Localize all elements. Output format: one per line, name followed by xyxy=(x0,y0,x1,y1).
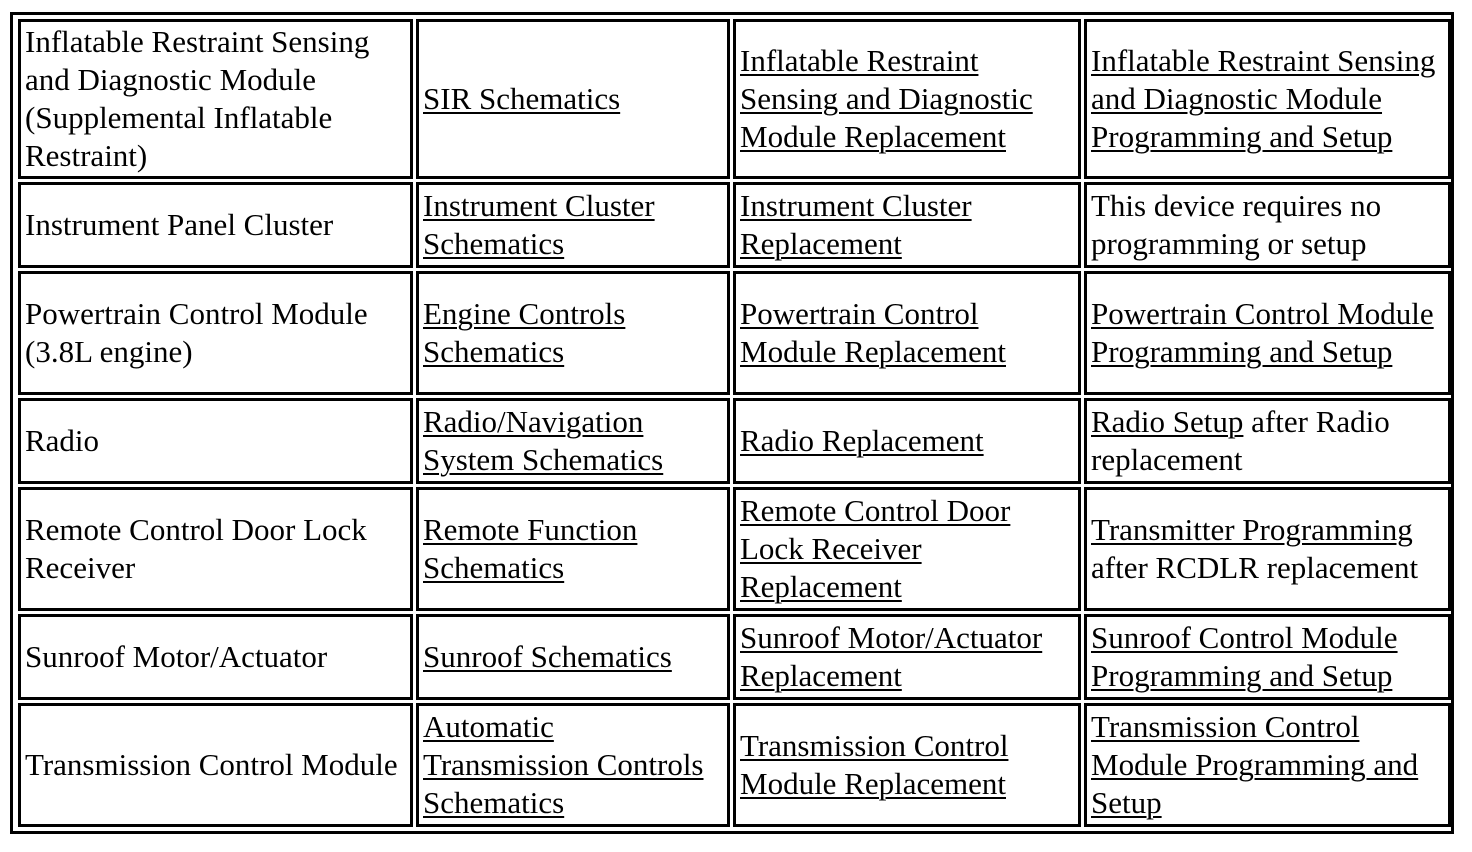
table-row xyxy=(18,182,1451,268)
table-row xyxy=(18,614,1451,700)
programming-link[interactable]: Transmission Control Module Programming and Setup xyxy=(1091,709,1419,820)
module-table-frame xyxy=(10,12,1454,834)
schematics-cell xyxy=(416,487,730,611)
schematics-link[interactable]: Automatic Transmission Controls Schematics xyxy=(423,709,704,820)
replacement-link[interactable]: Instrument Cluster Replacement xyxy=(740,188,972,261)
programming-link[interactable]: Sunroof Control Module Programming and Setup xyxy=(1091,620,1398,693)
replacement-link[interactable]: Powertrain Control Module Replacement xyxy=(740,296,1006,369)
module-name: Remote Control Door Lock Receiver xyxy=(25,512,367,585)
programming-cell xyxy=(1084,271,1451,395)
replacement-cell xyxy=(733,398,1081,484)
module-name: Instrument Panel Cluster xyxy=(25,207,334,242)
module-name-cell xyxy=(18,614,413,700)
table-row xyxy=(18,703,1451,827)
module-name: Powertrain Control Module (3.8L engine) xyxy=(25,296,368,369)
programming-cell xyxy=(1084,703,1451,827)
replacement-link[interactable]: Remote Control Door Lock Receiver Replacement xyxy=(740,493,1011,604)
programming-note: This device requires no programming or setup xyxy=(1091,188,1382,261)
module-name: Sunroof Motor/Actuator xyxy=(25,639,328,674)
replacement-cell xyxy=(733,271,1081,395)
module-name-cell xyxy=(18,19,413,179)
schematics-link[interactable]: Instrument Cluster Schematics xyxy=(423,188,655,261)
schematics-link[interactable]: Sunroof Schematics xyxy=(423,639,672,674)
schematics-cell xyxy=(416,271,730,395)
replacement-link[interactable]: Sunroof Motor/Actuator Replacement xyxy=(740,620,1043,693)
table-row xyxy=(18,398,1451,484)
module-name: Transmission Control Module xyxy=(25,747,398,782)
replacement-link[interactable]: Radio Replacement xyxy=(740,423,984,458)
table-row xyxy=(18,271,1451,395)
replacement-cell xyxy=(733,703,1081,827)
programming-note: after Radio replacement xyxy=(1091,404,1390,477)
schematics-cell xyxy=(416,703,730,827)
schematics-link[interactable]: Radio/Navigation System Schematics xyxy=(423,404,664,477)
programming-cell xyxy=(1084,487,1451,611)
schematics-cell xyxy=(416,614,730,700)
schematics-cell xyxy=(416,19,730,179)
module-name: Inflatable Restraint Sensing and Diagnostic Module (Supplemental Inflatable Restraint) xyxy=(25,24,370,173)
programming-cell xyxy=(1084,398,1451,484)
schematics-link[interactable]: Remote Function Schematics xyxy=(423,512,638,585)
programming-link[interactable]: Transmitter Programming xyxy=(1091,512,1413,547)
module-name-cell xyxy=(18,487,413,611)
programming-cell xyxy=(1084,614,1451,700)
replacement-cell xyxy=(733,487,1081,611)
programming-link[interactable]: Inflatable Restraint Sensing and Diagnostic Module Programming and Setup xyxy=(1091,43,1436,154)
module-table xyxy=(15,16,1454,830)
programming-note: after RCDLR replacement xyxy=(1091,550,1419,585)
table-row xyxy=(18,19,1451,179)
programming-cell xyxy=(1084,182,1451,268)
replacement-cell xyxy=(733,19,1081,179)
module-name-cell xyxy=(18,398,413,484)
replacement-link[interactable]: Inflatable Restraint Sensing and Diagnostic Module Replacement xyxy=(740,43,1033,154)
programming-link[interactable]: Radio Setup xyxy=(1091,404,1244,439)
replacement-link[interactable]: Transmission Control Module Replacement xyxy=(740,728,1009,801)
module-name: Radio xyxy=(25,423,100,458)
module-name-cell xyxy=(18,182,413,268)
schematics-cell xyxy=(416,398,730,484)
table-row xyxy=(18,487,1451,611)
module-name-cell xyxy=(18,271,413,395)
programming-cell xyxy=(1084,19,1451,179)
schematics-link[interactable]: Engine Controls Schematics xyxy=(423,296,626,369)
schematics-link[interactable]: SIR Schematics xyxy=(423,81,621,116)
schematics-cell xyxy=(416,182,730,268)
replacement-cell xyxy=(733,614,1081,700)
replacement-cell xyxy=(733,182,1081,268)
programming-link[interactable]: Powertrain Control Module Programming and Setup xyxy=(1091,296,1434,369)
module-name-cell xyxy=(18,703,413,827)
